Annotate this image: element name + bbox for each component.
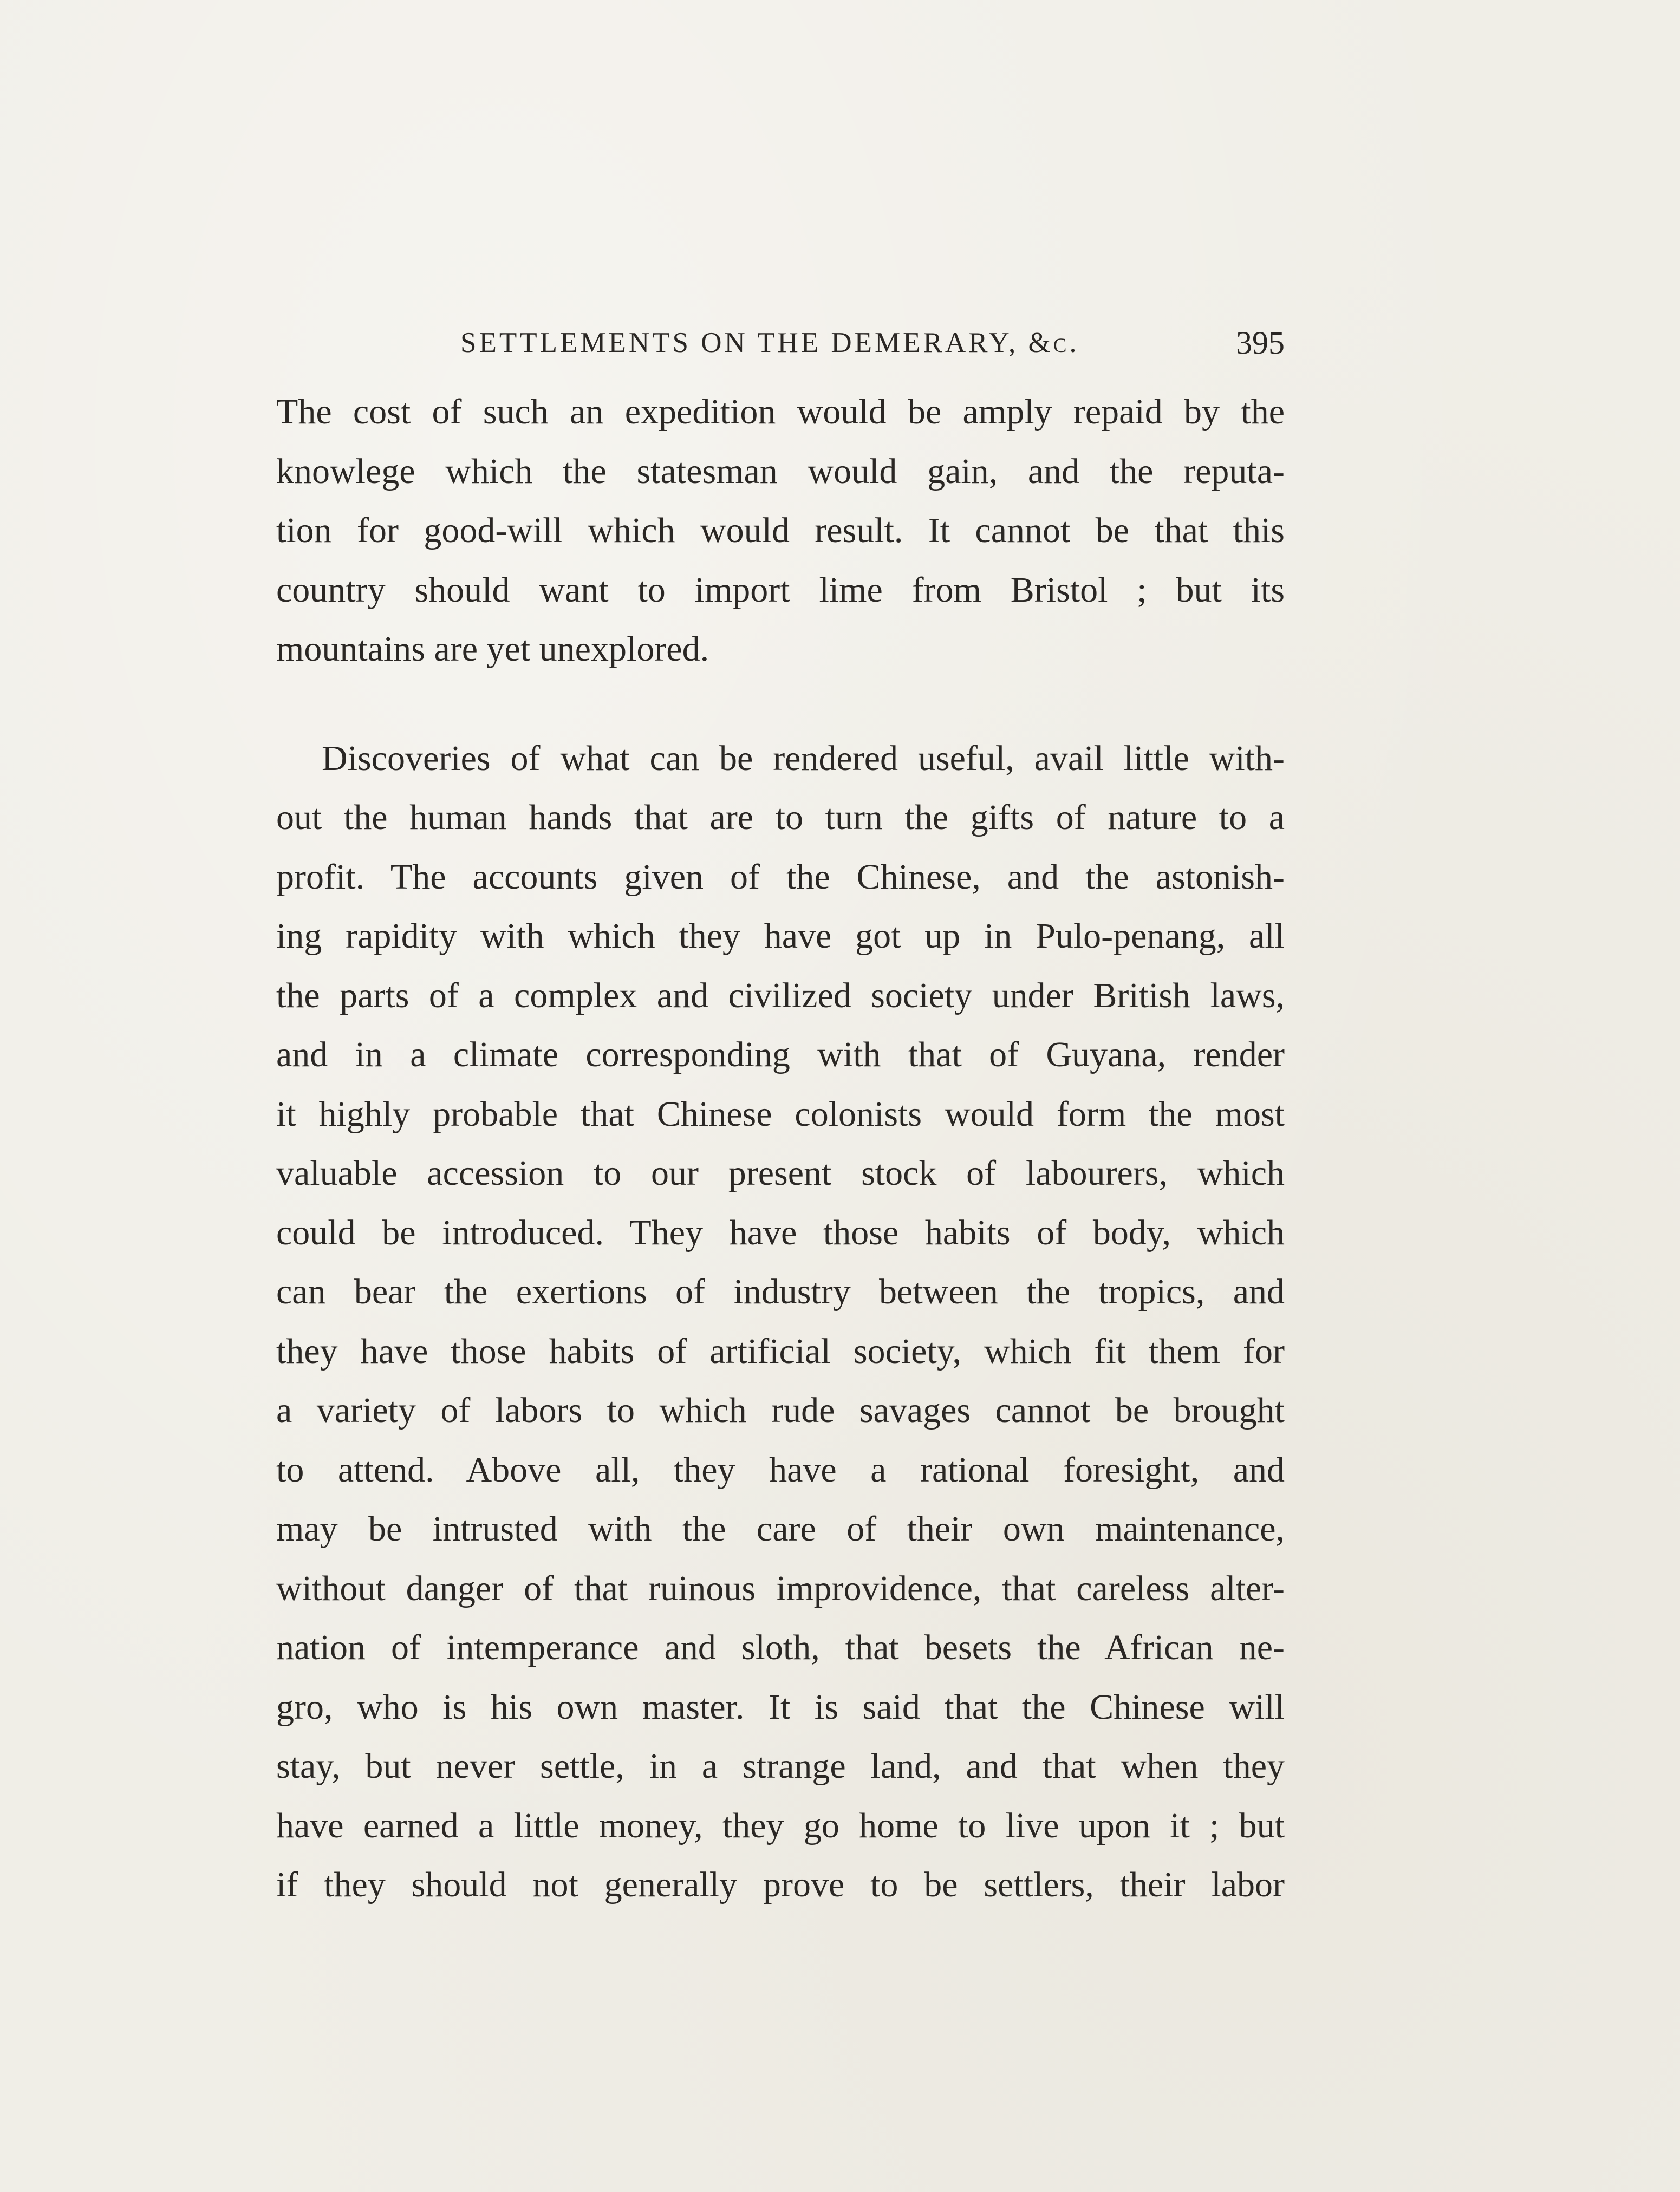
text-line: stay, but never settle, in a strange land, and that when they [276, 1746, 1285, 1786]
text-line: can bear the exertions of industry between the tropics, and [276, 1272, 1285, 1312]
body-text [276, 382, 1285, 1915]
page-number: 395 [1236, 325, 1285, 361]
text-line: gro, who is his own master. It is said that the Chinese will [276, 1687, 1285, 1727]
text-line: ing rapidity with which they have got up in Pulo-penang, all [276, 916, 1285, 956]
paragraph-2 [276, 729, 1285, 1915]
page-header [276, 318, 1285, 367]
text-line: out the human hands that are to turn the gifts of nature to a [276, 798, 1285, 837]
text-line: tion for good-will which would result. It cannot be that this [276, 511, 1285, 550]
text-line: may be intrusted with the care of their own maintenance, [276, 1509, 1285, 1549]
text-line: could be introduced. They have those habits of body, which [276, 1212, 1285, 1252]
text-line: without danger of that ruinous improvidence, that careless alter- [276, 1568, 1285, 1608]
text-line: the parts of a complex and civilized society under British laws, [276, 975, 1285, 1015]
text-line: if they should not generally prove to be settlers, their labor [276, 1865, 1285, 1904]
text-line: The cost of such an expedition would be amply repaid by the [276, 392, 1285, 432]
text-line: and in a climate corresponding with that of Guyana, render [276, 1035, 1285, 1074]
text-line: valuable accession to our present stock of labourers, which [276, 1153, 1285, 1193]
text-line: they have those habits of artificial society, which fit them for [276, 1331, 1285, 1371]
paragraph-1 [276, 382, 1285, 679]
text-line: mountains are yet unexplored. [276, 629, 709, 669]
text-line: profit. The accounts given of the Chinese, and the astonish- [276, 857, 1285, 897]
text-line: nation of intemperance and sloth, that besets the African ne- [276, 1628, 1285, 1667]
text-line: knowlege which the statesman would gain, and the reputa- [276, 451, 1285, 491]
text-line: to attend. Above all, they have a rational foresight, and [276, 1450, 1285, 1490]
text-line: Discoveries of what can be rendered useful, avail little with- [322, 738, 1285, 778]
text-line: it highly probable that Chinese colonists would form the most [276, 1094, 1285, 1134]
text-line: a variety of labors to which rude savages cannot be brought [276, 1391, 1285, 1430]
running-head: SETTLEMENTS ON THE DEMERARY, &c. [460, 327, 1079, 358]
text-line: country should want to import lime from Bristol ; but its [276, 570, 1285, 610]
text-line: have earned a little money, they go home to live upon it ; but [276, 1805, 1285, 1845]
